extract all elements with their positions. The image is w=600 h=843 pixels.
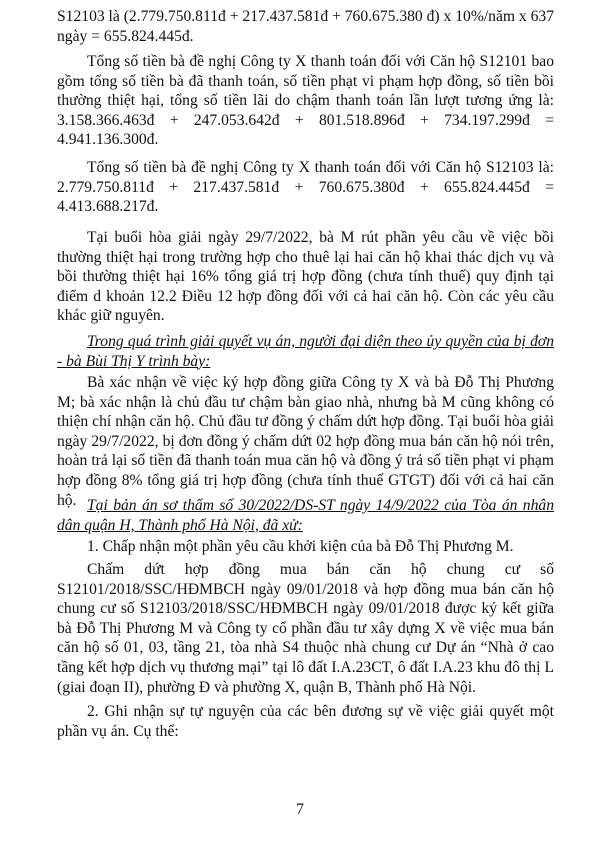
judgment-item-1: 1. Chấp nhận một phần yêu cầu khởi kiện của bà Đỗ Thị Phương M.: [87, 538, 514, 555]
paragraph-mediation-withdrawal: Tại buổi hòa giải ngày 29/7/2022, bà M rút phần yêu cầu về việc bồi thường thiệt hại trong trường hợp cho thuê lại hai căn hộ khai thác dịch vụ và bồi thường thiệt hại 16% tổng giá trị hợp đồng (chưa tính thuế) quy định tại điểm d khoản 12.2 Điều 12 hợp đồng đối với cả hai căn hộ. Còn các yêu cầu khác giữ nguyên.: [57, 229, 554, 325]
heading-first-instance-judgment: Tại bản án sơ thẩm số 30/2022/DS-ST ngày 14/9/2022 của Tòa án nhân dân quận H, Thành phố Hà Nội, đã xử:: [57, 497, 554, 534]
page-number: 7: [296, 801, 304, 818]
paragraph-interest-s12103: S12103 là (2.779.750.811đ + 217.437.581đ + 760.675.380 đ) x 10%/năm x 637 ngày = 655.824.445đ.: [57, 8, 554, 45]
paragraph-total-s12101: Tổng số tiền bà đề nghị Công ty X thanh toán đối với Căn hộ S12101 bao gồm tổng số tiền bà đã thanh toán, số tiền phạt vi phạm hợp đồng, số tiền bồi thường thiệt hại, tổng số tiền lãi do chậm thanh toán lần lượt tương ứng là: 3.158.366.463đ + 247.053.642đ + 801.518.896đ + 734.197.299đ = 4.941.136.300đ.: [57, 53, 554, 149]
paragraph-total-s12103: Tổng số tiền bà đề nghị Công ty X thanh toán đối với Căn hộ S12103 là: 2.779.750.811đ + 217.437.581đ + 760.675.380đ + 655.824.445đ = 4.413.688.217đ.: [57, 159, 554, 216]
paragraph-defendant-statement: Bà xác nhận về việc ký hợp đồng giữa Công ty X và bà Đỗ Thị Phương M; bà xác nhận là chủ đầu tư chậm bàn giao nhà, nhưng bà M cũng không có thiện chí nhận căn hộ. Chủ đầu tư đồng ý chấm dứt hợp đồng. Tại buổi hòa giải ngày 29/7/2022, bị đơn đồng ý chấm dứt 02 hợp đồng mua bán căn hộ nói trên, hoàn trả lại số tiền đã thanh toán mua căn hộ và đồng ý trả số tiền phạt vi phạm hợp đồng 8% tổng giá trị hợp đồng (chưa tính thuế GTGT) đối với cả hai căn hộ.: [57, 374, 554, 509]
judgment-contract-termination: Chấm dứt hợp đồng mua bán căn hộ chung cư số S12101/2018/SSC/HĐMBCH ngày 09/01/2018 và hợp đồng mua bán căn hộ chung cư số S12103/2018/SSC/HĐMBCH ngày 09/01/2018 được ký kết giữa bà Đỗ Thị Phương M và Công ty cổ phần đầu tư xây dựng X về việc mua bán căn hộ số 01, 03, tầng 21, tòa nhà S4 thuộc nhà chung cư Dự án “Nhà ở cao tầng kết hợp dịch vụ thương mại” tại lô đất I.A.23CT, ô đất I.A.23 khu đô thị L (giai đoạn II), phường Đ và phường X, quận B, Thành phố Hà Nội.: [57, 561, 554, 696]
judgment-item-2: 2. Ghi nhận sự tự nguyện của các bên đương sự về việc giải quyết một phần vụ án. Cụ thể:: [57, 703, 554, 740]
heading-defendant-representative: Trong quá trình giải quyết vụ án, người đại diện theo ủy quyền của bị đơn - bà Bùi Thị Y trình bày:: [57, 333, 554, 370]
